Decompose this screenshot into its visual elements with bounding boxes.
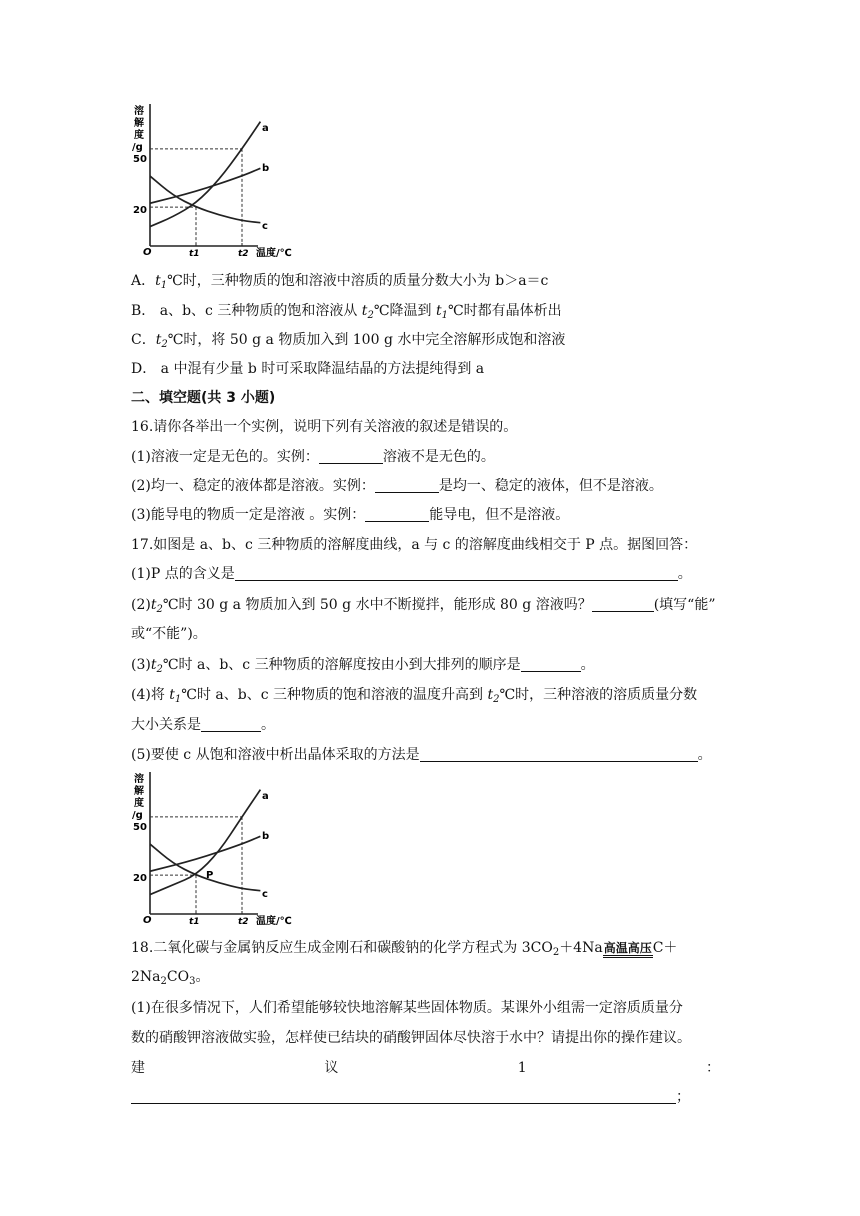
chart-2-label-b: b [262,831,270,842]
reaction-condition: 高温高压 [603,941,653,958]
q17-blank-4[interactable] [201,717,261,732]
chart-1-curve-b [150,168,260,203]
q18-suggestion-line: ； [131,1087,690,1107]
chart-2-ytick-50: 50 [133,822,147,833]
chart-1-label-a: a [262,123,269,134]
q15-option-b: B． a、b、c 三种物质的饱和溶液从 $t_2℃$降温到 $t_1℃$时都有晶体析出 [131,303,562,321]
chart-1-xtick-t1: t1 [189,249,200,259]
q17-part-4: (4)将 $t_1℃$时 a、b、c 三种物质的饱和溶液的温度升高到 $t_2℃$时，三种溶液的溶质质量分数 [131,687,698,705]
chart-1-xtick-t2: t2 [238,249,249,259]
chart-2-ylabel-3: /g [132,810,143,821]
chart-1-origin: O [143,247,152,258]
chart-1-ylabel-2: 度 [134,130,144,141]
q16-statement-1: (1)溶液一定是无色的。实例： 溶液不是无色的。 [131,449,495,465]
q17-blank-5[interactable] [420,747,698,762]
chart-1-label-c: c [262,221,268,232]
q15-option-c: C．$t_2℃$时，将 50 g a 物质加入到 100 g 水中完全溶解形成饱和溶液 [131,332,566,350]
chart-1-ylabel-3: /g [132,142,143,153]
section-2-heading: 二、填空题(共 3 小题) [131,390,276,406]
chart-2-ylabel-2: 度 [134,798,144,809]
q17-part-2-cont: 或“不能”)。 [131,626,207,642]
chart-2-ylabel-0: 溶 [134,774,144,785]
chart-1-svg [130,100,305,260]
chart-2-origin: O [143,915,152,926]
q16-blank-2[interactable] [375,478,439,493]
solubility-chart-2 [130,768,305,928]
q16-stem: 16.请你各举出一个实例，说明下列有关溶液的叙述是错误的。 [131,419,518,435]
chart-2-ylabel-1: 解 [134,786,144,797]
chart-1-ylabel-1: 解 [134,118,144,129]
q17-part-5: (5)要使 c 从饱和溶液中析出晶体采取的方法是 。 [131,747,712,763]
chart-2-svg [130,768,305,928]
q15-option-a: A．$t_1℃$时，三种物质的饱和溶液中溶质的质量分数大小为 b＞a＝c [131,273,549,291]
chart-2-label-a: a [262,791,269,802]
chart-2-point-p: P [206,870,214,881]
chart-2-xtick-t1: t1 [189,917,200,927]
chart-2-ytick-20: 20 [133,873,147,884]
q17-blank-2[interactable] [592,597,654,612]
q16-blank-1[interactable] [319,449,383,464]
q18-stem: 18.二氧化碳与金属钠反应生成金刚石和碳酸钠的化学方程式为 $3CO_2+4Na$高温高压C＋ [131,940,678,958]
q18-equation-cont: $2Na_2CO_3$。 [131,969,210,987]
q18-part-1-line-2: 数的硝酸钾溶液做实验，怎样使已结块的硝酸钾固体尽快溶于水中？请提出你的操作建议。 [131,1030,691,1046]
chart-1-label-b: b [262,163,270,174]
chart-2-xlabel: 温度/℃ [256,916,292,927]
q17-blank-1[interactable] [235,566,678,581]
q18-part-1-line-1: (1)在很多情况下，人们希望能够较快地溶解某些固体物质。某课外小组需一定溶质质量分 [131,1000,683,1016]
q17-stem: 17.如图是 a、b、c 三种物质的溶解度曲线，a 与 c 的溶解度曲线相交于 P 点。据图回答： [131,537,698,553]
q17-part-4-cont: 大小关系是 。 [131,717,275,733]
chart-1-ylabel-0: 溶 [134,106,144,117]
chart-1-ytick-50: 50 [133,154,147,165]
chart-2-xtick-t2: t2 [238,917,249,927]
q17-part-1: (1)P 点的含义是 。 [131,566,692,582]
q18-blank-1[interactable] [131,1089,676,1104]
q15-option-d: D． a 中混有少量 b 时可采取降温结晶的方法提纯得到 a [131,361,485,377]
q17-blank-3[interactable] [521,657,581,672]
chart-2-label-c: c [262,889,268,900]
q17-part-2: $(2)t_2℃$时 30 g a 物质加入到 50 g 水中不断搅拌，能形成 80 g 溶液吗？ (填写“能” [131,597,716,615]
q18-suggestion-label: 建 议 1 ： [131,1060,720,1076]
q17-part-3: $(3)t_2℃$时 a、b、c 三种物质的溶解度按由小到大排列的顺序是 。 [131,657,595,675]
solubility-chart-1 [130,100,305,260]
q16-blank-3[interactable] [365,507,429,522]
chart-1-xlabel: 温度/℃ [256,248,292,259]
chart-1-ytick-20: 20 [133,205,147,216]
q16-statement-2: (2)均一、稳定的液体都是溶液。实例： 是均一、稳定的液体，但不是溶液。 [131,478,663,494]
q16-statement-3: (3)能导电的物质一定是溶液 。实例： 能导电，但不是溶液。 [131,507,570,523]
